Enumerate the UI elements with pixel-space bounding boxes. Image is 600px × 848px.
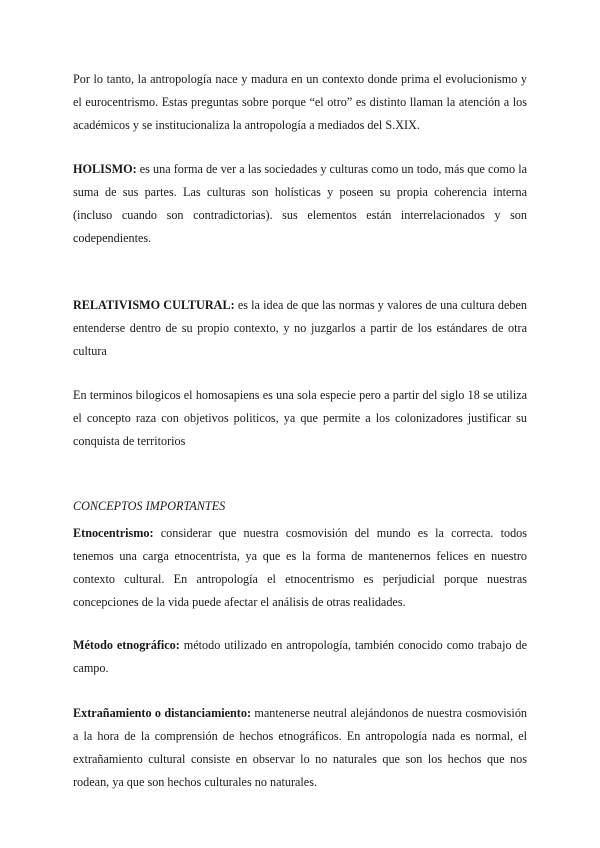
document-page <box>73 68 527 794</box>
section-heading: CONCEPTOS IMPORTANTES <box>73 499 226 513</box>
extranamiento-definition: mantenerse neutral alejándonos de nuestra cosmovisión a la hora de la comprensión de hechos etnográficos. En antropología nada es normal, el extrañamiento cultural consiste en observar lo no naturales que son los hechos que nos rodean, ya que son hechos culturales no naturales. <box>73 706 528 789</box>
etnocentrismo-definition: considerar que nuestra cosmovisión del mundo es la correcta. todos tenemos una carga etnocentrista, ya que es la forma de mantenernos felices en nuestro contexto cultural. En antropología el etnocentrismo es perjudicial porque nuestras concepciones de la vida puede afectar el análisis de otras realidades. <box>73 526 527 609</box>
relativismo-paragraph <box>73 294 527 363</box>
intro-paragraph: Por lo tanto, la antropología nace y madura en un contexto donde prima el evolucionismo y el eurocentrismo. Estas preguntas sobre porque “el otro” es distinto llaman la atención a los académicos y se institucionaliza la antropología a mediados del S.XIX. <box>73 72 527 132</box>
metodo-definition: método utilizado en antropología, también conocido como trabajo de campo. <box>73 638 527 675</box>
relativismo-definition: es la idea de que las normas y valores de una cultura deben entenderse dentro de su propio contexto, y no juzgarlos a partir de los estándares de otra cultura <box>73 298 527 358</box>
etnocentrismo-paragraph <box>73 522 527 614</box>
extranamiento-term: Extrañamiento o distanciamiento: <box>73 706 252 720</box>
metodo-term: Método etnográfico: <box>73 638 180 652</box>
raza-paragraph: En terminos bilogicos el homosapiens es una sola especie pero a partir del siglo 18 se utiliza el concepto raza con objetivos politicos, ya que permite a los colonizadores justificar su conquista de territorios <box>73 388 527 448</box>
metodo-paragraph <box>73 634 527 680</box>
extranamiento-paragraph <box>73 702 527 794</box>
holismo-paragraph <box>73 158 527 250</box>
relativismo-term: RELATIVISMO CULTURAL: <box>73 298 235 312</box>
holismo-definition: es una forma de ver a las sociedades y culturas como un todo, más que como la suma de sus partes. Las culturas son holísticas y poseen su propia coherencia interna (incluso cuando son contradictorias). sus elementos están interrelacionados y son codependientes. <box>73 162 527 245</box>
etnocentrismo-term: Etnocentrismo: <box>73 526 154 540</box>
holismo-term: HOLISMO: <box>73 162 137 176</box>
